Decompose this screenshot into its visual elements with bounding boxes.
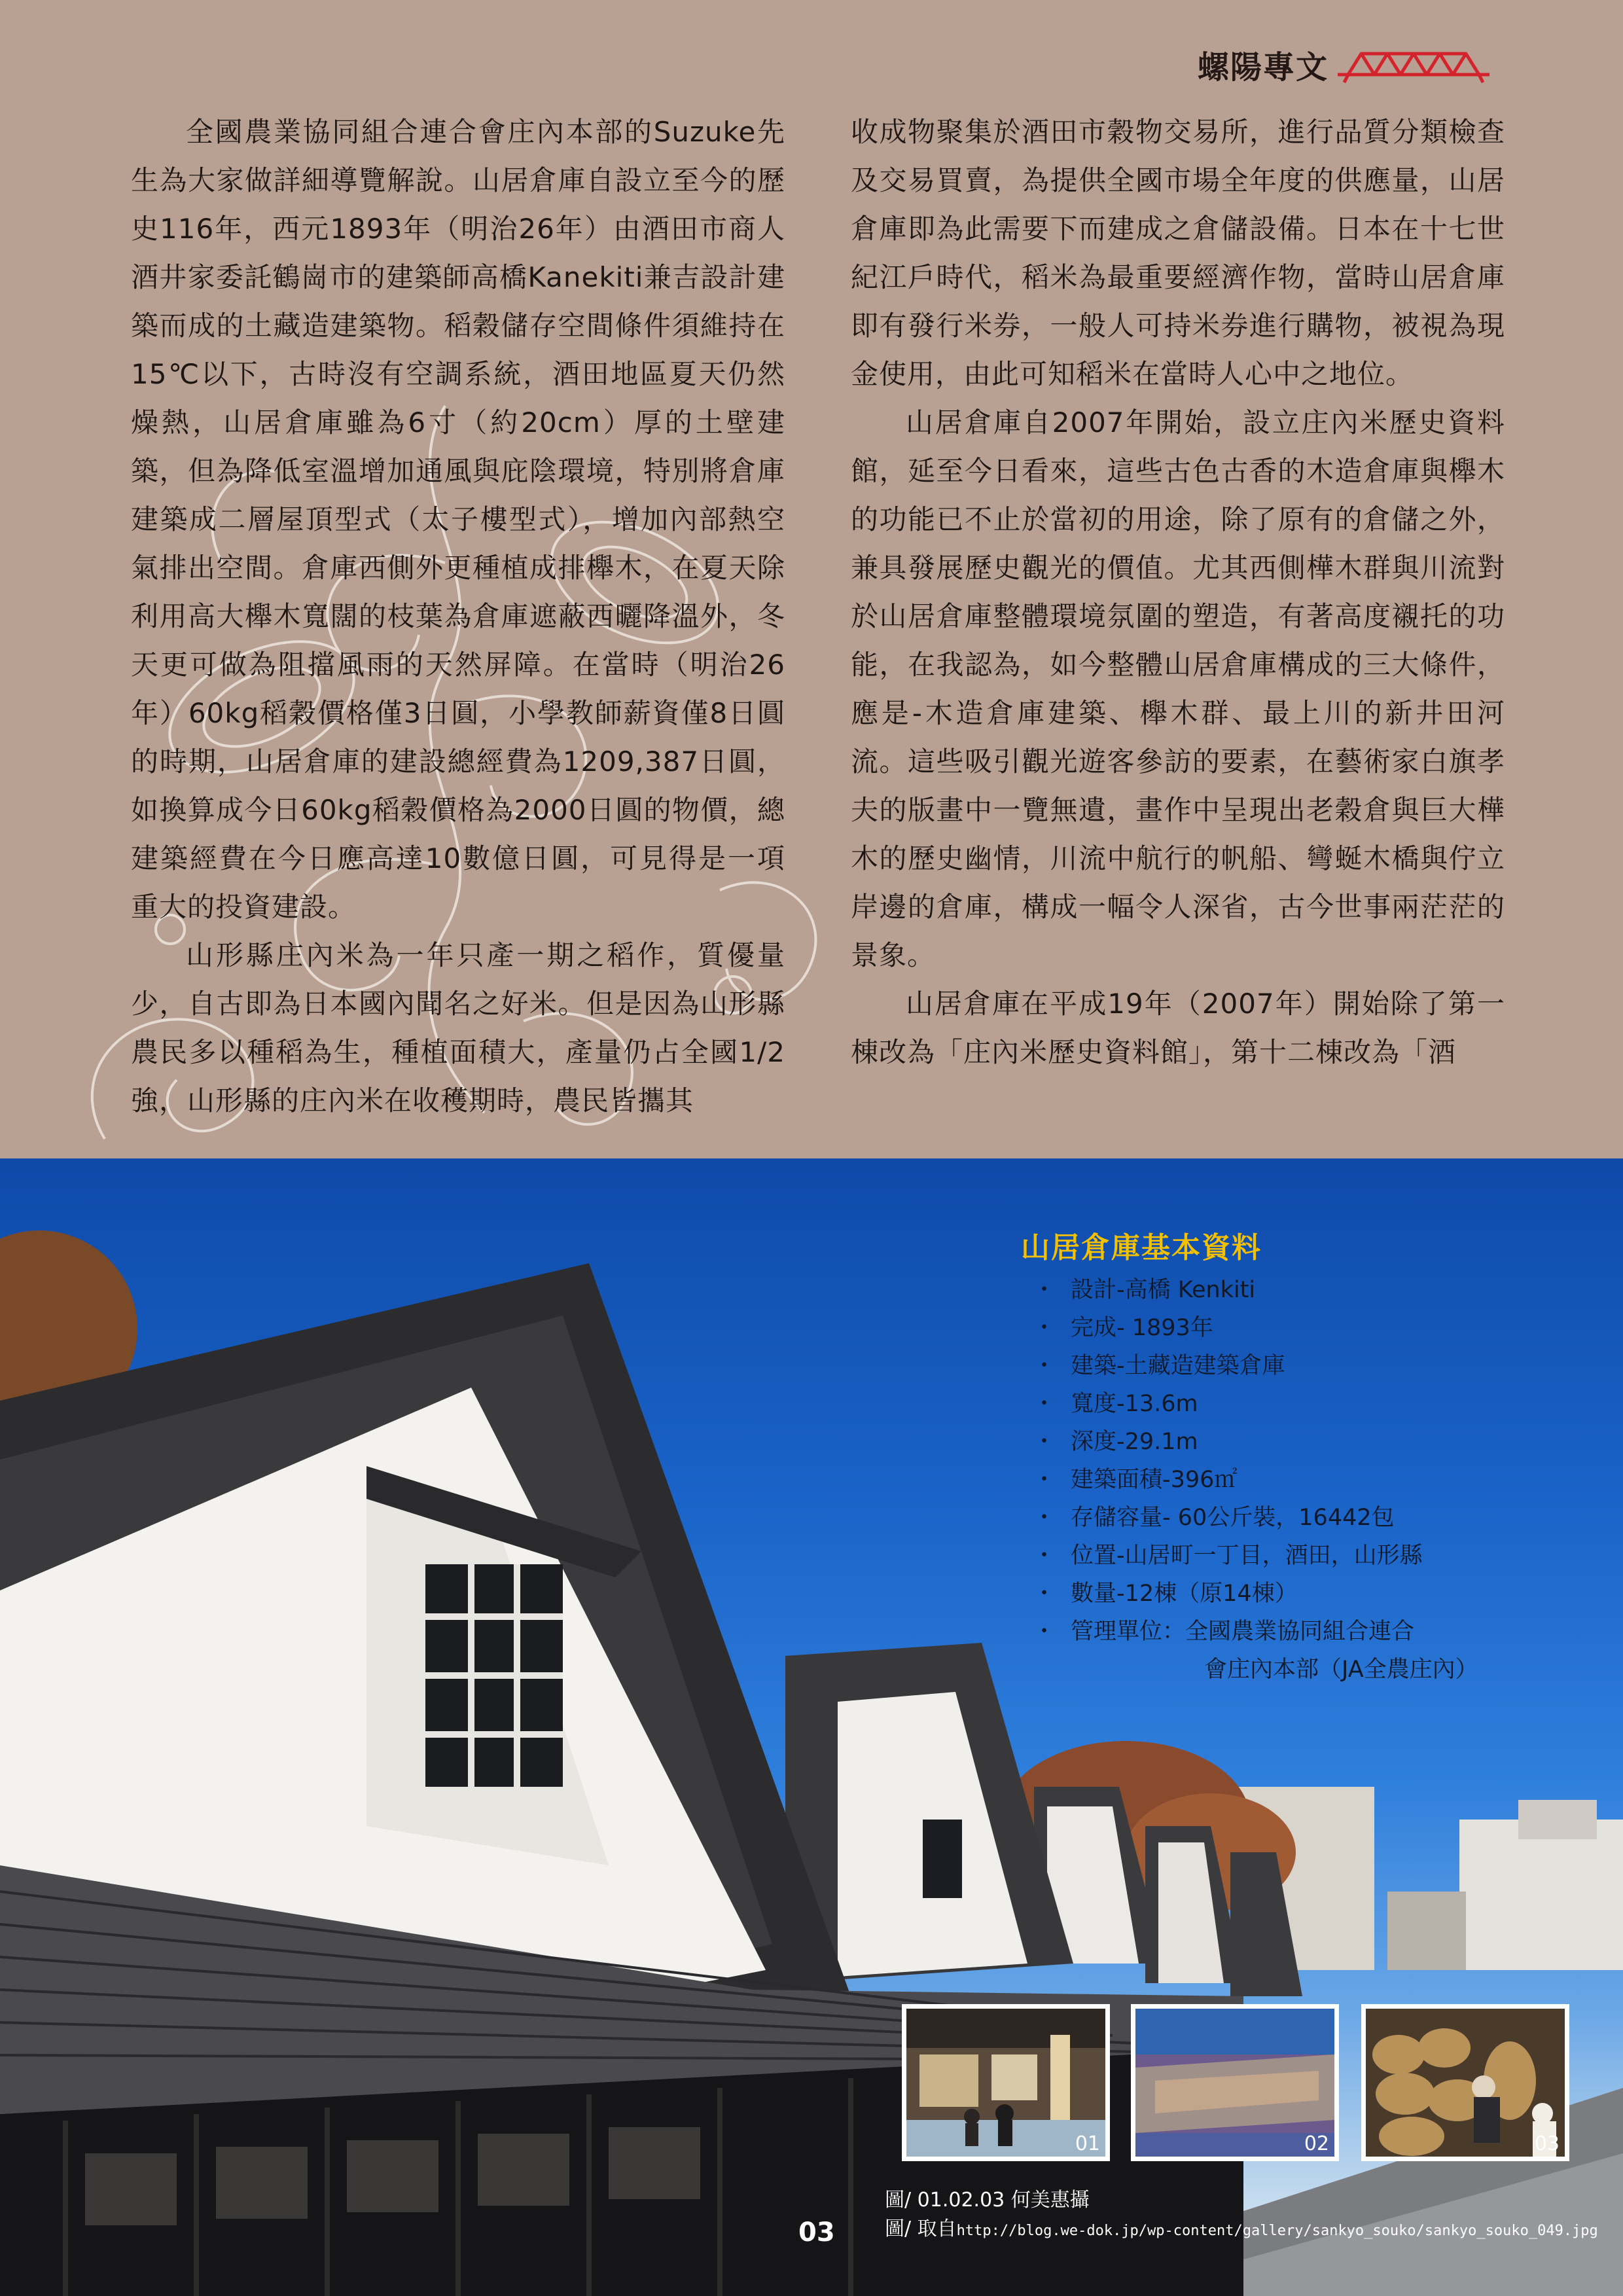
info-item-text: 管理單位：全國農業協同組合連合 (1071, 1619, 1415, 1645)
bridge-icon (1335, 43, 1492, 85)
paragraph: 山居倉庫自2007年開始，設立庄內米歷史資料館，延至今日看來，這些古色古香的木造倉庫與櫸木的功能已不止於當初的用途，除了原有的倉儲之外，兼具發展歷史觀光的價值。尤其西側樺木群與川流對於山居倉庫整體環境氛圍的塑造，有著高度襯托的功能，在我認為，如今整體山居倉庫構成的三大條件，應是-木造倉庫建築、櫸木群、最上川的新井田河流。這些吸引觀光遊客參訪的要素，在藝術家白旗孝夫的版畫中一覽無遺，畫作中呈現出老穀倉與巨大樺木的歷史幽情，川流中航行的帆船、彎蜒木橋與佇立岸邊的倉庫，構成一幅令人深省，古今世事兩茫茫的景象。 (851, 406, 1505, 971)
info-item (1021, 1423, 1518, 1461)
paragraph: 山形縣庄內米為一年只產一期之稻作，質優量少，自古即為日本國內聞名之好米。但是因為山形縣農民多以種稻為生，種植面積大，產量仍占全國1/2強，山形縣的庄內米在收穫期時，農民皆攜其 (131, 939, 785, 1117)
info-item-continued: 會庄內本部（JA全農庄內） (1204, 1657, 1478, 1683)
bullet: ・ (1033, 1277, 1056, 1303)
info-item (1021, 1461, 1518, 1499)
column-title: 螺陽專文 (1197, 48, 1329, 86)
info-item-text: 建築面積-396㎡ (1071, 1467, 1238, 1493)
photo-source-prefix: 圖/ 取自 (885, 2217, 957, 2240)
info-item (1021, 1385, 1518, 1423)
thumbnail-museum-interior (902, 2004, 1110, 2161)
info-item (1021, 1575, 1518, 1613)
info-item (1021, 1347, 1518, 1385)
info-item-text: 存儲容量- 60公斤裝，16442包 (1071, 1505, 1395, 1531)
page-number: 03 (798, 2217, 835, 2248)
info-item (1021, 1271, 1518, 1309)
left-column (131, 108, 785, 1125)
info-item-text: 深度-29.1m (1071, 1429, 1198, 1455)
bullet: ・ (1033, 1429, 1056, 1455)
bullet: ・ (1033, 1543, 1056, 1569)
bullet: ・ (1033, 1391, 1056, 1417)
info-list (1021, 1271, 1518, 1689)
thumbnail-number: 01 (1075, 2132, 1100, 2155)
article-body (131, 108, 1505, 1155)
info-item (1021, 1309, 1518, 1347)
page-header (1198, 38, 1492, 90)
thumbnail-number: 03 (1534, 2132, 1560, 2155)
paragraph: 山居倉庫在平成19年（2007年）開始除了第一棟改為「庄內米歷史資料館」，第十二棟改為「酒 (851, 988, 1505, 1068)
bullet: ・ (1033, 1619, 1056, 1645)
bullet: ・ (1033, 1353, 1056, 1379)
thumbnail-diorama (1131, 2004, 1339, 2161)
bullet: ・ (1033, 1467, 1056, 1493)
info-item (1021, 1613, 1518, 1651)
bullet: ・ (1033, 1315, 1056, 1341)
info-item-text: 數量-12棟（原14棟） (1071, 1581, 1298, 1607)
info-item (1021, 1537, 1518, 1575)
photo-credit: 圖/ 01.02.03 何美惠攝 (885, 2189, 1090, 2212)
info-box-title: 山居倉庫基本資料 (1021, 1231, 1262, 1265)
info-item (1021, 1499, 1518, 1537)
info-item-text: 完成- 1893年 (1071, 1315, 1213, 1341)
paragraph: 收成物聚集於酒田市穀物交易所，進行品質分類檢查及交易買賣，為提供全國市場全年度的供應量，山居倉庫即為此需要下而建成之倉儲設備。日本在十七世紀江戶時代，稻米為最重要經濟作物，當時山居倉庫即有發行米券，一般人可持米券進行購物，被視為現金使用，由此可知稻米在當時人心中之地位。 (851, 116, 1505, 390)
bullet: ・ (1033, 1581, 1056, 1607)
info-box (1021, 1224, 1518, 1689)
info-item-text: 寬度-13.6m (1071, 1391, 1198, 1417)
info-item-text: 設計-高橋 Kenkiti (1071, 1277, 1256, 1303)
photo-source (885, 2212, 1598, 2241)
paragraph: 全國農業協同組合連合會庄內本部的Suzuke先生為大家做詳細導覽解說。山居倉庫自設立至今的歷史116年，西元1893年（明治26年）由酒田市商人酒井家委託鶴崗市的建築師高橋Kanekiti兼吉設計建築而成的土藏造建築物。稻穀儲存空間條件須維持在15℃以下，古時沒有空調系統，酒田地區夏天仍然燥熱，山居倉庫雖為6寸（約20cm）厚的土壁建築，但為降低室溫增加通風與庇陰環境，特別將倉庫建築成二層屋頂型式（太子樓型式），增加內部熱空氣排出空間。倉庫西側外更種植成排櫸木，在夏天除利用高大櫸木寬闊的枝葉為倉庫遮蔽西曬降溫外，冬天更可做為阻擋風雨的天然屏障。在當時（明治26年）60kg稻穀價格僅3日圓，小學教師薪資僅8日圓的時期，山居倉庫的建設總經費為1209,387日圓，如換算成今日60kg稻穀價格為2000日圓的物價，總建築經費在今日應高達10數億日圓，可見得是一項重大的投資建設。 (131, 116, 785, 923)
info-item-text: 位置-山居町一丁目，酒田，山形縣 (1071, 1543, 1423, 1569)
right-column (851, 108, 1505, 1077)
thumbnail-number: 02 (1304, 2132, 1329, 2155)
photo-source-url: http://blog.we-dok.jp/wp-content/gallery/sankyo_souko/sankyo_souko_049.jpg (956, 2223, 1598, 2239)
info-item-text: 建築-土藏造建築倉庫 (1071, 1353, 1285, 1379)
thumbnail-rice-bales (1361, 2004, 1569, 2161)
bullet: ・ (1033, 1505, 1056, 1531)
